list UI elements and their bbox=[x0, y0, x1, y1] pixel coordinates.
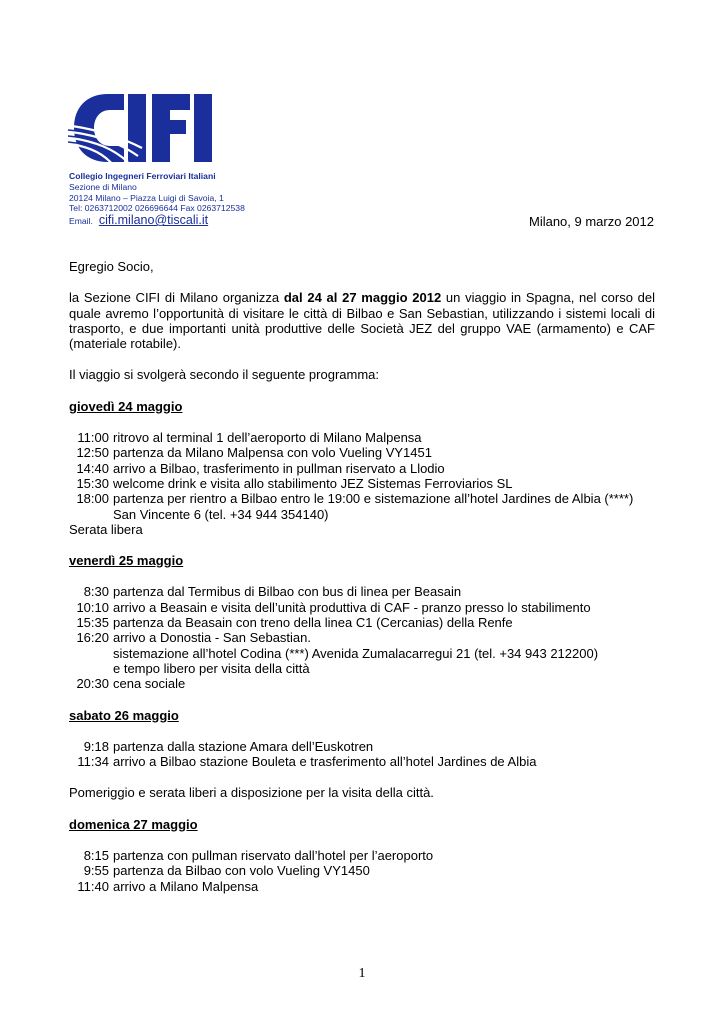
day-schedule bbox=[69, 584, 655, 691]
schedule-row bbox=[69, 739, 655, 754]
schedule-text: partenza con pullman riservato dall’hotel per l’aeroporto bbox=[113, 848, 434, 864]
schedule-row bbox=[69, 430, 655, 445]
schedule-time: 18:00 bbox=[76, 491, 109, 507]
org-name: Collegio Ingegneri Ferroviari Italiani bbox=[69, 171, 216, 181]
schedule-row bbox=[69, 584, 655, 599]
greeting: Egregio Socio, bbox=[69, 259, 154, 274]
day-schedule bbox=[69, 739, 655, 770]
org-phones: Tel: 0263712002 026696644 Fax 0263712538 bbox=[69, 203, 245, 214]
schedule-row bbox=[69, 476, 655, 491]
page-number: 1 bbox=[358, 966, 366, 981]
program-intro: Il viaggio si svolgerà secondo il seguente programma: bbox=[69, 367, 380, 383]
org-header bbox=[69, 171, 245, 227]
schedule-time: 20:30 bbox=[76, 676, 109, 692]
schedule-text: arrivo a Donostia - San Sebastian. bbox=[113, 630, 311, 646]
day-schedule bbox=[69, 430, 655, 537]
schedule-time: 8:30 bbox=[83, 584, 109, 600]
cifi-logo bbox=[68, 86, 220, 170]
schedule-time: 8:15 bbox=[83, 848, 109, 864]
schedule-text: cena sociale bbox=[113, 676, 186, 692]
schedule-row bbox=[69, 676, 655, 691]
schedule-time: 12:50 bbox=[76, 445, 109, 461]
day-title: venerdì 25 maggio bbox=[69, 553, 184, 569]
schedule-text: ritrovo al terminal 1 dell’aeroporto di Milano Malpensa bbox=[113, 430, 422, 446]
schedule-time: 11:40 bbox=[77, 878, 109, 894]
schedule-time: 15:30 bbox=[76, 475, 109, 491]
email-link[interactable]: cifi.milano@tiscali.it bbox=[98, 213, 209, 228]
schedule-text: welcome drink e visita allo stabilimento JEZ Sistemas Ferroviarios SL bbox=[113, 475, 513, 491]
schedule-time: 14:40 bbox=[76, 460, 109, 476]
day-title: giovedì 24 maggio bbox=[69, 398, 183, 414]
schedule-text: arrivo a Bilbao, trasferimento in pullman riservato a Llodio bbox=[113, 460, 445, 476]
schedule-text: arrivo a Beasain e visita dell’unità produttiva di CAF - pranzo presso lo stabilimento bbox=[113, 599, 591, 615]
schedule-row bbox=[69, 615, 655, 630]
schedule-continuation: San Vincente 6 (tel. +34 944 354140) bbox=[113, 506, 329, 522]
schedule-row bbox=[69, 848, 655, 863]
email-label: Email. bbox=[69, 216, 93, 227]
org-address: 20124 Milano – Piazza Luigi di Savoia, 1 bbox=[69, 192, 224, 203]
schedule-row bbox=[69, 600, 655, 615]
day-schedule bbox=[69, 848, 655, 894]
schedule-row bbox=[69, 461, 655, 476]
schedule-text: arrivo a Bilbao stazione Bouleta e trasferimento all’hotel Jardines de Albia bbox=[113, 754, 537, 770]
day-title: sabato 26 maggio bbox=[69, 707, 179, 723]
schedule-time: 15:35 bbox=[76, 615, 109, 631]
schedule-text: arrivo a Milano Malpensa bbox=[113, 878, 259, 894]
schedule-row bbox=[69, 630, 655, 645]
schedule-text: partenza dal Termibus di Bilbao con bus di linea per Beasain bbox=[113, 584, 462, 600]
schedule-text: partenza da Milano Malpensa con volo Vueling VY1451 bbox=[113, 445, 432, 461]
program-days bbox=[69, 399, 655, 894]
letter-date: Milano, 9 marzo 2012 bbox=[528, 214, 654, 229]
day-title: domenica 27 maggio bbox=[69, 816, 198, 832]
schedule-time: 11:00 bbox=[77, 430, 109, 446]
org-section: Sezione di Milano bbox=[69, 181, 137, 192]
schedule-time: 10:10 bbox=[76, 599, 109, 615]
schedule-time: 9:55 bbox=[83, 863, 109, 879]
schedule-row bbox=[69, 491, 655, 506]
intro-dates: dal 24 al 27 maggio 2012 bbox=[283, 290, 442, 306]
schedule-continuation: e tempo libero per visita della città bbox=[113, 660, 310, 676]
schedule-row bbox=[69, 879, 655, 894]
intro-paragraph: la Sezione CIFI di Milano organizza dal 24 al 27 maggio 2012 un viaggio in Spagna, nel corso del quale avremo l’opportunità di visitare le città di Bilbao e San Sebastian, utilizzando i sistemi locali di trasporto, e due importanti unità produttive delle Società JEZ del gruppo VAE (armamento) e CAF (materiale rotabile). bbox=[69, 290, 656, 352]
day-note-paragraph: Pomeriggio e serata liberi a disposizione per la visita della città. bbox=[69, 785, 434, 801]
schedule-row bbox=[69, 445, 655, 460]
schedule-text: partenza dalla stazione Amara dell’Euskotren bbox=[113, 738, 374, 754]
schedule-row bbox=[69, 754, 655, 769]
schedule-time: 11:34 bbox=[77, 754, 109, 770]
schedule-continuation: sistemazione all’hotel Codina (***) Avenida Zumalacarregui 21 (tel. +34 943 212200) bbox=[113, 645, 599, 661]
letter-body bbox=[69, 259, 655, 910]
schedule-text: partenza da Beasain con treno della linea C1 (Cercanias) della Renfe bbox=[113, 615, 513, 631]
email-row bbox=[69, 215, 245, 227]
schedule-time: 16:20 bbox=[76, 630, 109, 646]
day-note: Serata libera bbox=[69, 521, 143, 537]
schedule-time: 9:18 bbox=[83, 738, 109, 754]
schedule-text: partenza da Bilbao con volo Vueling VY1450 bbox=[113, 863, 370, 879]
schedule-text: partenza per rientro a Bilbao entro le 19:00 e sistemazione all’hotel Jardines de Albia (****) bbox=[113, 491, 634, 507]
schedule-row bbox=[69, 863, 655, 878]
